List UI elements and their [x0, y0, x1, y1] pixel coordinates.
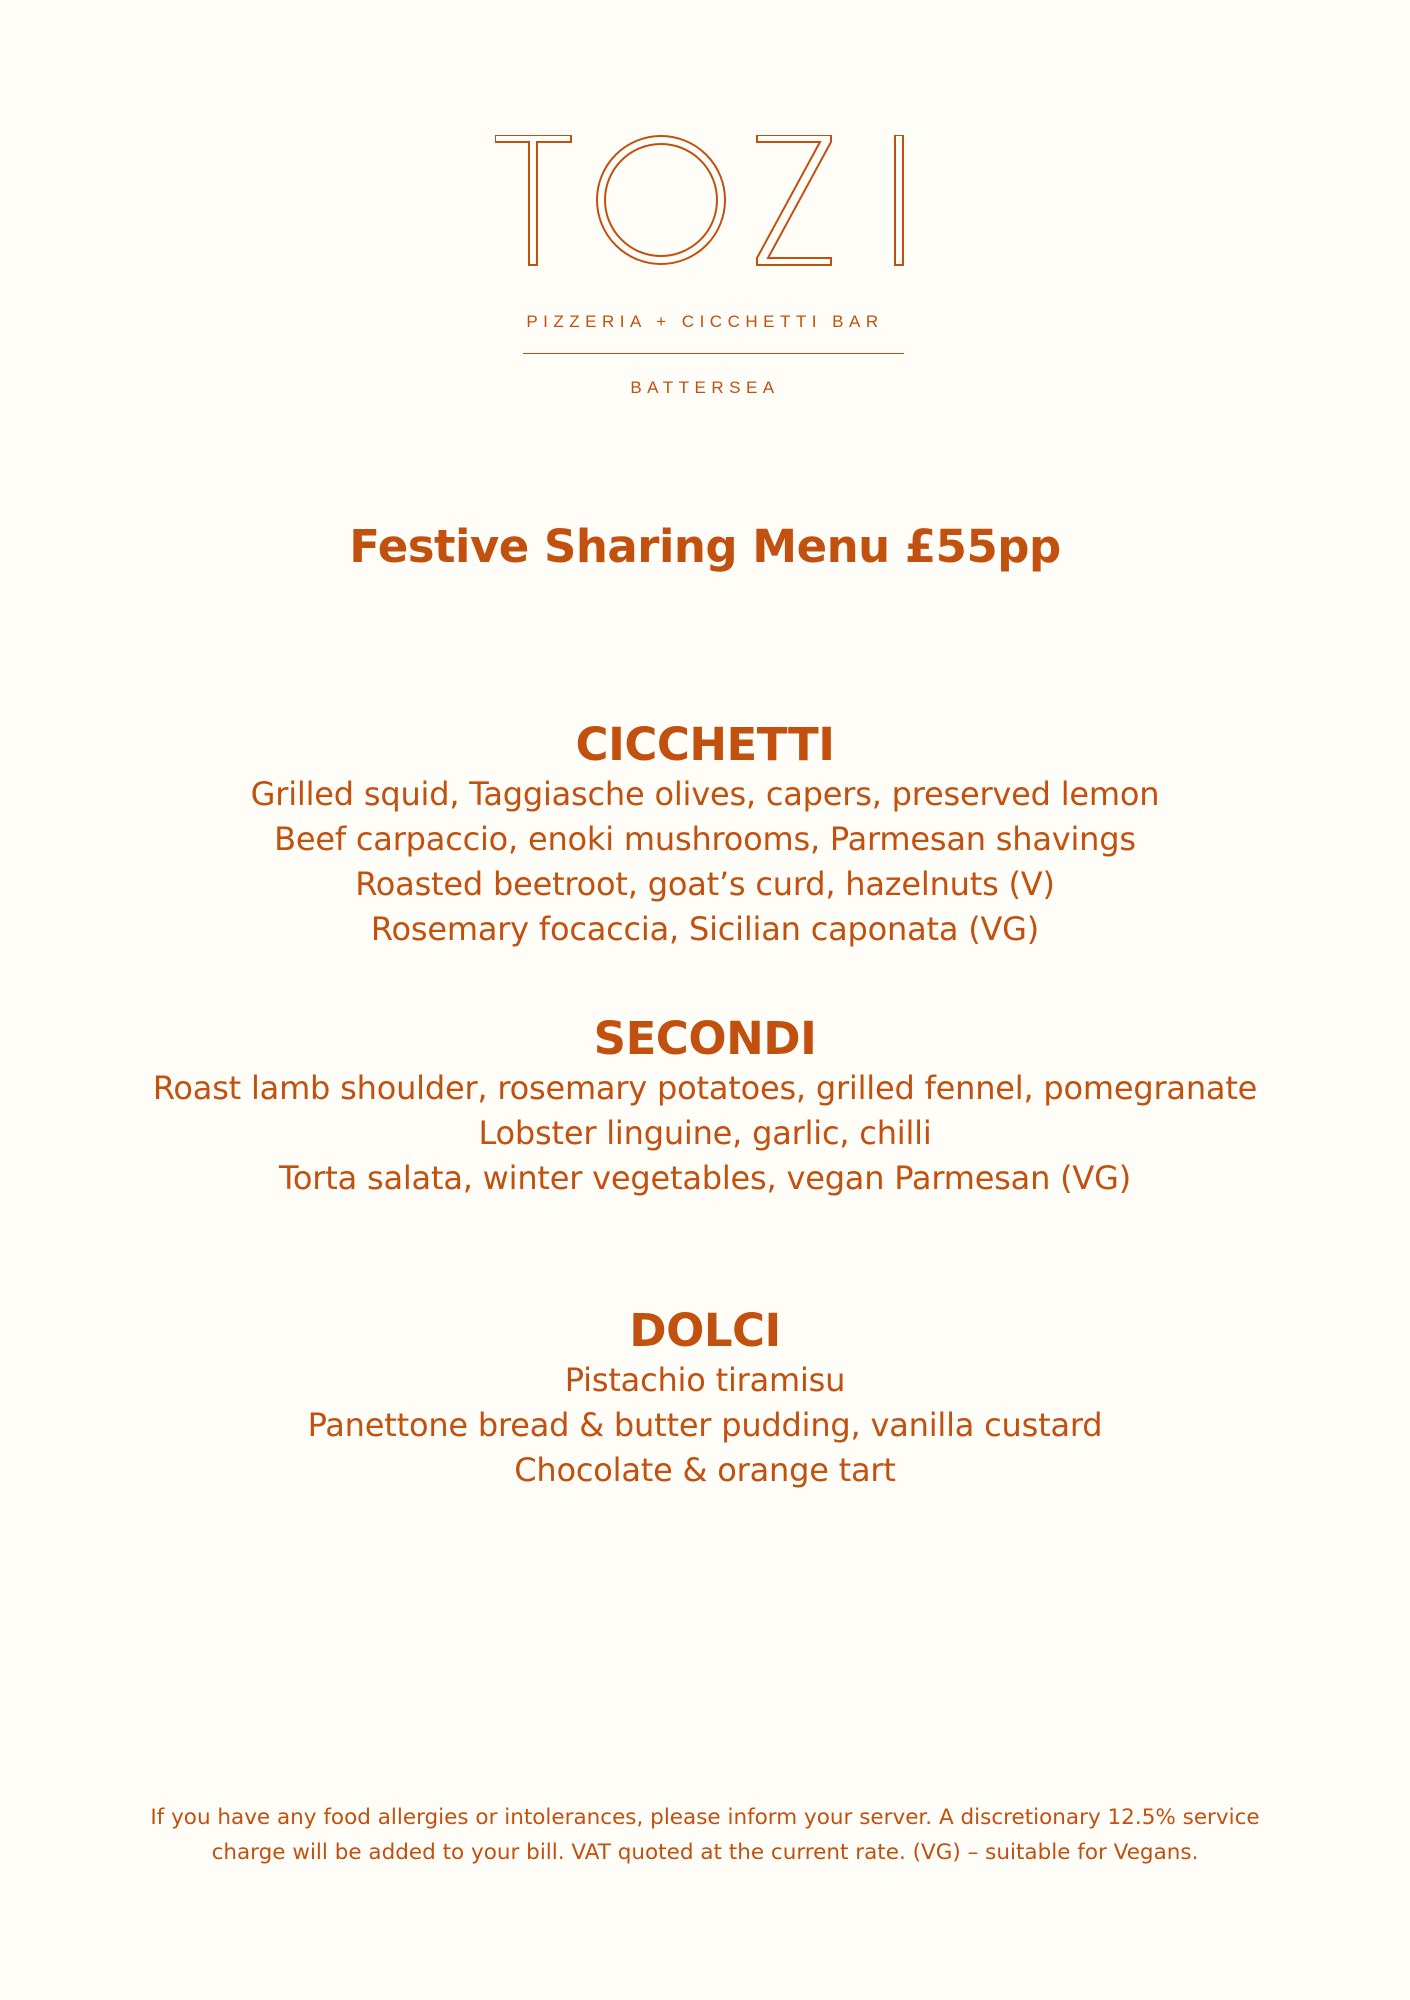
footer-line: If you have any food allergies or intolerances, please inform your server. A discretionary 12.5% service	[150, 1805, 1260, 1830]
tozi-logo-mark	[495, 135, 915, 270]
section-dolci	[0, 1304, 1410, 1493]
menu-item: Pistachio tiramisu	[564, 1361, 846, 1399]
section-heading: CICCHETTI	[575, 718, 835, 771]
menu-item: Lobster linguine, garlic, chilli	[478, 1114, 932, 1152]
menu-item: Grilled squid, Taggiasche olives, capers, preserved lemon	[250, 775, 1160, 813]
menu-item: Rosemary focaccia, Sicilian caponata (VG)	[370, 910, 1040, 948]
menu-item: Chocolate & orange tart	[514, 1451, 896, 1489]
brand-tagline: PIZZERIA + CICCHETTI BAR	[526, 312, 884, 331]
footer-disclaimer	[0, 1800, 1410, 1870]
section-heading: DOLCI	[629, 1304, 781, 1357]
menu-item: Panettone bread & butter pudding, vanilla custard	[307, 1406, 1103, 1444]
menu-item: Beef carpaccio, enoki mushrooms, Parmesan shavings	[274, 820, 1136, 858]
section-secondi	[0, 1012, 1410, 1201]
section-heading: SECONDI	[593, 1012, 817, 1065]
section-cicchetti	[0, 718, 1410, 952]
divider-line	[523, 353, 904, 354]
menu-item: Torta salata, winter vegetables, vegan Parmesan (VG)	[279, 1159, 1131, 1197]
brand-location: BATTERSEA	[630, 378, 780, 397]
menu-item: Roast lamb shoulder, rosemary potatoes, grilled fennel, pomegranate	[152, 1069, 1258, 1107]
menu-item: Roasted beetroot, goat’s curd, hazelnuts (V)	[355, 865, 1055, 903]
brand-logo	[0, 135, 1410, 270]
footer-line: charge will be added to your bill. VAT quoted at the current rate. (VG) – suitable for Vegans.	[211, 1840, 1199, 1865]
menu-title: Festive Sharing Menu £55pp	[349, 520, 1061, 573]
